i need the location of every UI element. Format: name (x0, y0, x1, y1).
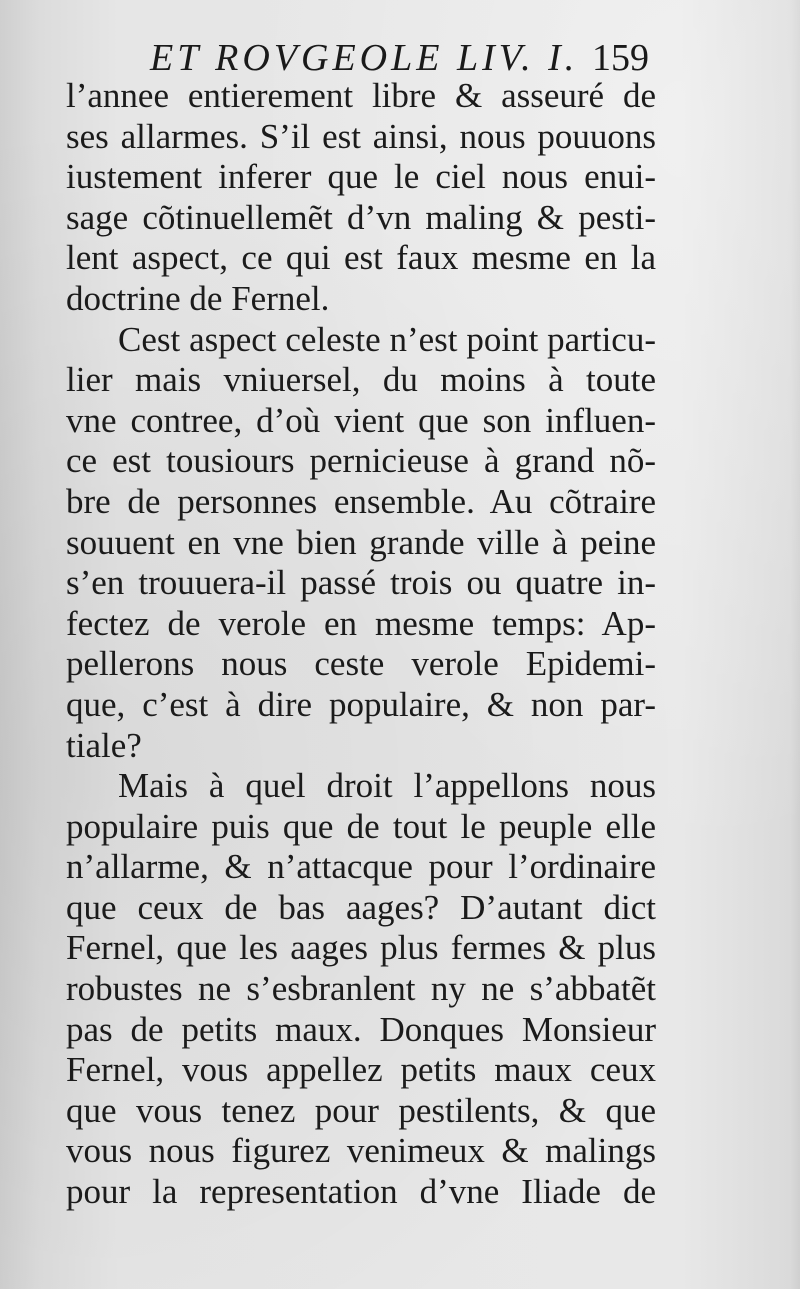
text-line: s’en trouuera-il passé trois ou quatre in- (66, 563, 656, 603)
text-line: lent aspect, ce qui est faux mesme en la (66, 238, 656, 278)
text-line: l’annee entierement libre & asseuré de (66, 76, 656, 115)
text-line: pellerons nous ceste verole Epidemi- (66, 644, 656, 684)
text-line: Cest aspect celeste n’est point particu- (118, 319, 656, 359)
text-line: que, c’est à dire populaire, & non par- (66, 684, 656, 724)
text-line: tiale? (66, 725, 142, 765)
text-line: que ceux de bas aages? D’autant dict (66, 887, 656, 927)
text-line: pas de petits maux. Donques Monsieur (66, 1009, 656, 1049)
running-title: ET ROVGEOLE LIV. I. (150, 37, 579, 79)
text-line: lier mais vniuersel, du moins à toute (66, 360, 656, 400)
text-line: vne contree, d’où vient que son influen- (66, 400, 656, 440)
page-number: 159 (592, 37, 649, 79)
text-line: populaire puis que de tout le peuple elle (66, 806, 656, 846)
body-text (66, 76, 656, 1213)
text-line: iustement inferer que le ciel nous enui- (66, 157, 656, 197)
text-line: ce est tousiours pernicieuse à grand nõ- (66, 441, 656, 481)
text-line: Fernel, que les aages plus fermes & plus (66, 928, 656, 968)
text-line: pour la representation d’vne Iliade de (66, 1172, 656, 1212)
text-line: bre de personnes ensemble. Au cõtraire (66, 481, 656, 521)
text-line: ses allarmes. S’il est ainsi, nous pouuons (66, 116, 656, 156)
text-line: souuent en vne bien grande ville à peine (66, 522, 656, 562)
text-line: que vous tenez pour pestilents, & que (66, 1090, 656, 1130)
text-line: Mais à quel droit l’appellons nous (118, 766, 656, 806)
text-line: n’allarme, & n’attacque pour l’ordinaire (66, 847, 656, 887)
text-line: robustes ne s’esbranlent ny ne s’abbatẽt (66, 969, 656, 1009)
text-line: fectez de verole en mesme temps: Ap- (66, 603, 656, 643)
text-line: doctrine de Fernel. (66, 278, 330, 318)
text-line: sage cõtinuellemẽt d’vn maling & pesti- (66, 197, 656, 237)
text-line: Fernel, vous appellez petits maux ceux (66, 1050, 656, 1090)
text-line: vous nous figurez venimeux & malings (66, 1131, 656, 1171)
